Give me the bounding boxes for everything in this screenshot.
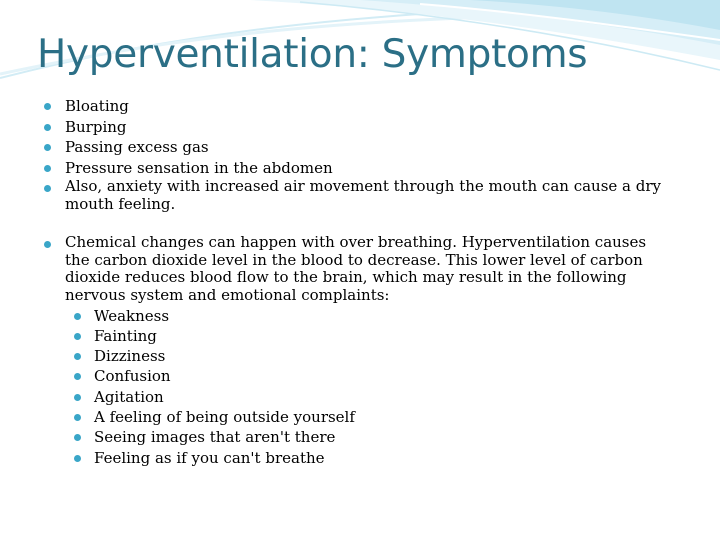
list-item: Bloating [0,96,675,117]
bullet-icon [74,394,81,401]
list-item: Dizziness [0,346,720,366]
list-item [0,234,675,304]
list-item: Weakness [0,306,720,326]
bullet-icon [44,241,51,248]
bullet-icon [44,144,51,151]
bullet-icon [44,103,51,110]
list-item: Confusion [0,366,720,386]
complaint-list [0,306,720,468]
list-item: Feeling as if you can't breathe [0,448,720,468]
list-item: Burping [0,117,675,138]
slide-title: Hyperventilation: Symptoms [37,32,588,77]
symptom-list [0,96,720,213]
list-item: Pressure sensation in the abdomen [0,158,675,179]
list-item: A feeling of being outside yourself [0,407,720,427]
chemical-changes-list [0,234,720,304]
bullet-icon [44,165,51,172]
bullet-icon [74,333,81,340]
list-item: Fainting [0,326,720,346]
list-item: Seeing images that aren't there [0,427,720,447]
list-item: Agitation [0,387,720,407]
bullet-icon [44,124,51,131]
chemical-changes-paragraph: Chemical changes can happen with over breathing. Hyperventilation causes the carbon dioxide level in the blood to decrease. This lower level of carbon dioxide reduces blood flow to the brain, which may result in the following nervous system and emotional complaints: [65,233,647,304]
bullet-icon [74,455,81,462]
bullet-icon [74,313,81,320]
list-item: Also, anxiety with increased air movement through the mouth can cause a dry mouth feeling. [0,178,675,213]
slide-content [0,96,720,468]
bullet-icon [74,373,81,380]
list-item: Passing excess gas [0,137,675,158]
bullet-icon [44,185,51,192]
bullet-icon [74,353,81,360]
bullet-icon [74,434,81,441]
bullet-icon [74,414,81,421]
